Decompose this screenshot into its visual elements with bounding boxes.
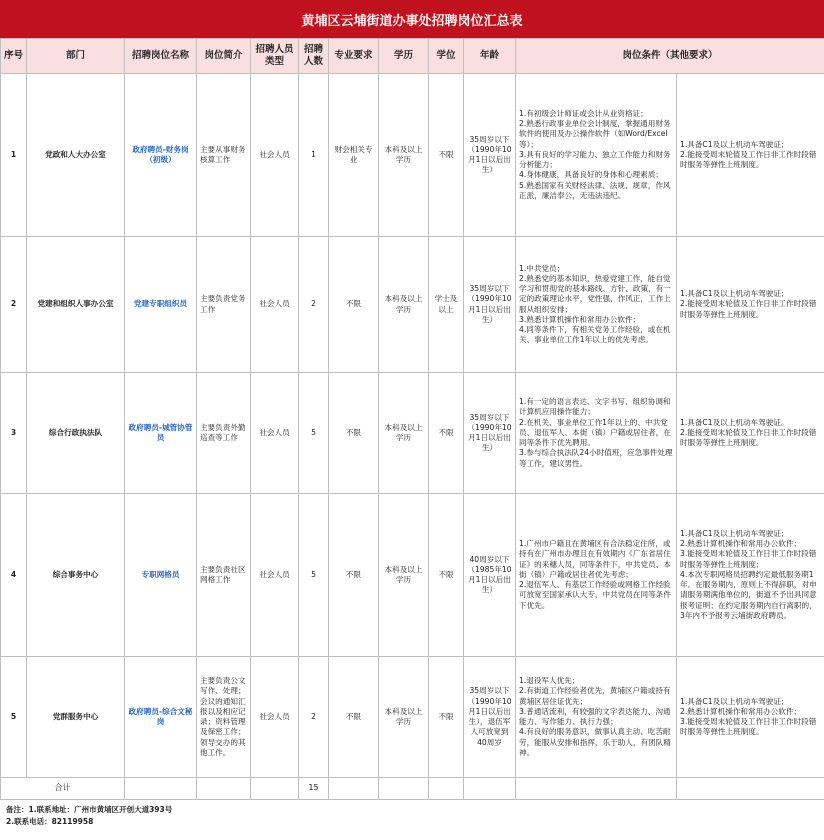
row-degree: 不限 (429, 74, 464, 237)
requirement-item: 2.能接受周末轮值及工作日非工作时段错时服务等弹性上班制度。 (680, 299, 817, 319)
footer-notes (0, 800, 824, 828)
row-conditions (516, 237, 677, 373)
header-job: 招聘岗位名称 (125, 39, 197, 74)
row-count: 1 (299, 74, 329, 237)
row-count: 5 (299, 494, 329, 657)
empty-cell (429, 778, 464, 800)
requirement-item: 2.熟悉党的基本知识，热爱党建工作，能自觉学习和贯彻党的基本路线、方针、政策，有一定的政策理论水平，党性强，作风正，工作上服从组织安排； (519, 273, 671, 314)
row-intro: 主要负责社区网格工作 (197, 494, 251, 657)
requirement-item: 3.熟悉计算机操作和常用办公软件； (519, 314, 641, 324)
row-major: 不限 (329, 373, 379, 494)
header-edu: 学历 (379, 39, 429, 74)
row-major: 财会相关专业 (329, 74, 379, 237)
requirement-item: 3.参与综合执法队24小时值班，应急事件处理等工作，建议男性。 (519, 448, 673, 468)
row-age: 40周岁以下（1985年10月1日以后出生） (464, 494, 516, 657)
row-age: 35周岁以下（1990年10月1日以后出生），退伍军人可放宽到40周岁 (464, 657, 516, 778)
row-type: 社会人员 (251, 373, 299, 494)
row-age: 35周岁以下（1990年10月1日以后出生） (464, 74, 516, 237)
requirement-item: 1.退役军人优先； (519, 676, 580, 685)
row-edu: 本科及以上学历 (379, 74, 429, 237)
requirement-item: 2.退伍军人、有基层工作经验或网格工作经验可放宽至国家承认大专，中共党员在同等条件下优先。 (519, 580, 671, 610)
row-count: 2 (299, 237, 329, 373)
requirement-item: 3.能接受周末轮值及工作日非工作时段错时服务等弹性上班制度； (680, 549, 817, 569)
row-edu: 本科及以上学历 (379, 237, 429, 373)
row-intro: 主要负责公文写作、处理；会议的通知汇报以及相应记录；资料管理及保密工作；领导交办的其他工作。 (197, 657, 251, 778)
empty-cell (677, 778, 824, 800)
row-type: 社会人员 (251, 237, 299, 373)
header-conditions: 岗位条件（其他要求） (516, 39, 824, 74)
row-job-title: 党建专职组织员 (125, 237, 197, 373)
row-conditions (516, 657, 677, 778)
requirement-item: 1.具备C1及以上机动车驾驶证； (680, 528, 789, 538)
header-intro: 岗位简介 (197, 39, 251, 74)
requirement-item: 5.熟悉国家有关财经法律、法规、规章，作风正派，廉洁奉公，无违法违纪。 (519, 180, 671, 200)
requirement-item: 2.有街道工作经验者优先，黄埔区户籍或持有黄埔区居住证优先； (519, 686, 671, 706)
row-job-title: 政府聘员-综合文秘岗 (125, 657, 197, 778)
footer-phone: 2.联系电话：82119958 (6, 817, 94, 826)
empty-cell (251, 778, 299, 800)
row-conditions (516, 74, 677, 237)
row-degree: 不限 (429, 373, 464, 494)
row-major: 不限 (329, 237, 379, 373)
row-degree: 学士及以上 (429, 237, 464, 373)
row-dept: 党群服务中心 (27, 657, 125, 778)
row-job-title: 政府聘员-城管协管员 (125, 373, 197, 494)
row-intro: 主要负责外勤巡查等工作 (197, 373, 251, 494)
row-dept: 党建和组织人事办公室 (27, 237, 125, 373)
table-row (1, 494, 824, 657)
requirement-item: 1.具备C1及以上机动车驾驶证； (680, 139, 789, 149)
header-degree: 学位 (429, 39, 464, 74)
requirement-item: 4.身体健康，具备良好的身体和心理素质； (519, 170, 663, 180)
row-degree: 不限 (429, 494, 464, 657)
empty-cell (197, 778, 251, 800)
requirement-item: 1.有一定的语言表达、文字书写、组织协调和计算机应用操作能力； (519, 397, 671, 417)
empty-cell (464, 778, 516, 800)
requirement-item: 4.同等条件下，有相关党务工作经验，或在机关、事业单位工作1年以上的优先考虑。 (519, 325, 671, 345)
recruitment-table (0, 38, 824, 800)
requirement-item: 1.中共党员； (519, 263, 565, 273)
total-count: 15 (299, 778, 329, 800)
table-row (1, 237, 824, 373)
header-seq: 序号 (1, 39, 27, 74)
requirement-item: 4.本次专职网格员招聘约定最低服务期1年。在服务期内，原则上不得辞职，对申请服务期满他单位的，街道不予出具同意报考证明；在约定服务期内自行离职的，3年内不予报考云埔街政府聘员。 (680, 569, 817, 620)
row-seq: 1 (1, 74, 27, 237)
row-type: 社会人员 (251, 74, 299, 237)
empty-cell (516, 778, 677, 800)
header-dept: 部门 (27, 39, 125, 74)
row-age: 35周岁以下（1990年10月1日以后出生） (464, 373, 516, 494)
total-row (1, 778, 824, 800)
row-degree: 不限 (429, 657, 464, 778)
empty-cell (125, 778, 197, 800)
row-seq: 4 (1, 494, 27, 657)
row-other-requirements (677, 373, 824, 494)
empty-cell (379, 778, 429, 800)
requirement-item: 1.具备C1及以上机动车驾驶证； (680, 289, 789, 299)
row-other-requirements (677, 237, 824, 373)
row-dept: 党政和人大办公室 (27, 74, 125, 237)
row-age: 35周岁以下（1990年10月1日以后出生） (464, 237, 516, 373)
row-type: 社会人员 (251, 494, 299, 657)
row-other-requirements (677, 74, 824, 237)
row-other-requirements (677, 494, 824, 657)
row-other-requirements (677, 657, 824, 778)
empty-cell (329, 778, 379, 800)
row-intro: 主要从事财务核算工作 (197, 74, 251, 237)
row-seq: 3 (1, 373, 27, 494)
requirement-item: 2.熟悉计算机操作和常用办公软件； (680, 706, 802, 716)
row-seq: 2 (1, 237, 27, 373)
row-major: 不限 (329, 494, 379, 657)
row-edu: 本科及以上学历 (379, 494, 429, 657)
requirement-item: 1.广州市户籍且在黄埔区有合法稳定住所，或持有在广州市办理且在有效期内《广东省居住证》的来穗人员，同等条件下，中共党员、本街（镇）户籍或居住者优先考虑； (519, 539, 671, 579)
table-row (1, 74, 824, 237)
row-conditions (516, 494, 677, 657)
table-row (1, 373, 824, 494)
row-job-title: 专职网格员 (125, 494, 197, 657)
header-age: 年龄 (464, 39, 516, 74)
table-header-row (1, 39, 824, 74)
requirement-item: 2.熟悉行政事业单位会计制度，掌握通用财务软件的使用及办公操作软件（如Word/Excel等）； (519, 119, 671, 149)
requirement-item: 2.熟悉计算机操作和常用办公软件； (680, 539, 802, 549)
row-count: 5 (299, 373, 329, 494)
requirement-item: 1.有初级会计师证或会计从业资格证； (519, 108, 648, 118)
header-count: 招聘人数 (299, 39, 329, 74)
header-type: 招聘人员类型 (251, 39, 299, 74)
footer-address: 备注：1.联系地址：广州市黄埔区开创大道393号 (6, 805, 173, 814)
requirement-item: 2.能接受周末轮值及工作日非工作时段错时服务等弹性上班制度。 (680, 427, 817, 448)
row-edu: 本科及以上学历 (379, 373, 429, 494)
row-seq: 5 (1, 657, 27, 778)
requirement-item: 1.具备C1及以上机动车驾驶证； (680, 696, 789, 706)
requirement-item: 2.在机关、事业单位工作1年以上的、中共党员、退伍军人、本街（镇）户籍或居住者，在同等条件下优先聘用。 (519, 417, 671, 448)
total-label: 合计 (1, 778, 125, 800)
row-edu: 本科及以上学历 (379, 657, 429, 778)
row-conditions (516, 373, 677, 494)
requirement-item: 2.能接受周末轮值及工作日非工作时段错时服务等弹性上班制度。 (680, 149, 817, 170)
row-job-title: 政府聘员-财务岗（初级） (125, 74, 197, 237)
requirement-item: 1.具备C1及以上机动车驾驶证。 (680, 417, 789, 427)
requirement-item: 3.能接受周末轮值及工作日非工作时段错时服务等弹性上班制度。 (680, 717, 817, 737)
row-type: 社会人员 (251, 657, 299, 778)
header-major: 专业要求 (329, 39, 379, 74)
table-row (1, 657, 824, 778)
row-dept: 综合事务中心 (27, 494, 125, 657)
requirement-item: 3.具有良好的学习能力、独立工作能力和财务分析能力； (519, 149, 671, 170)
requirement-item: 4.有良好的服务意识，做事认真主动、吃苦耐劳，能服从安排和指挥，乐于助人，有团队精神。 (519, 727, 671, 757)
row-major: 不限 (329, 657, 379, 778)
page-title: 黄埔区云埔街道办事处招聘岗位汇总表 (0, 0, 824, 38)
row-intro: 主要负责党务工作 (197, 237, 251, 373)
requirement-item: 3.普通话流利，有较强的文字表达能力、沟通能力、写作能力、执行力强； (519, 706, 671, 726)
row-dept: 综合行政执法队 (27, 373, 125, 494)
row-count: 2 (299, 657, 329, 778)
